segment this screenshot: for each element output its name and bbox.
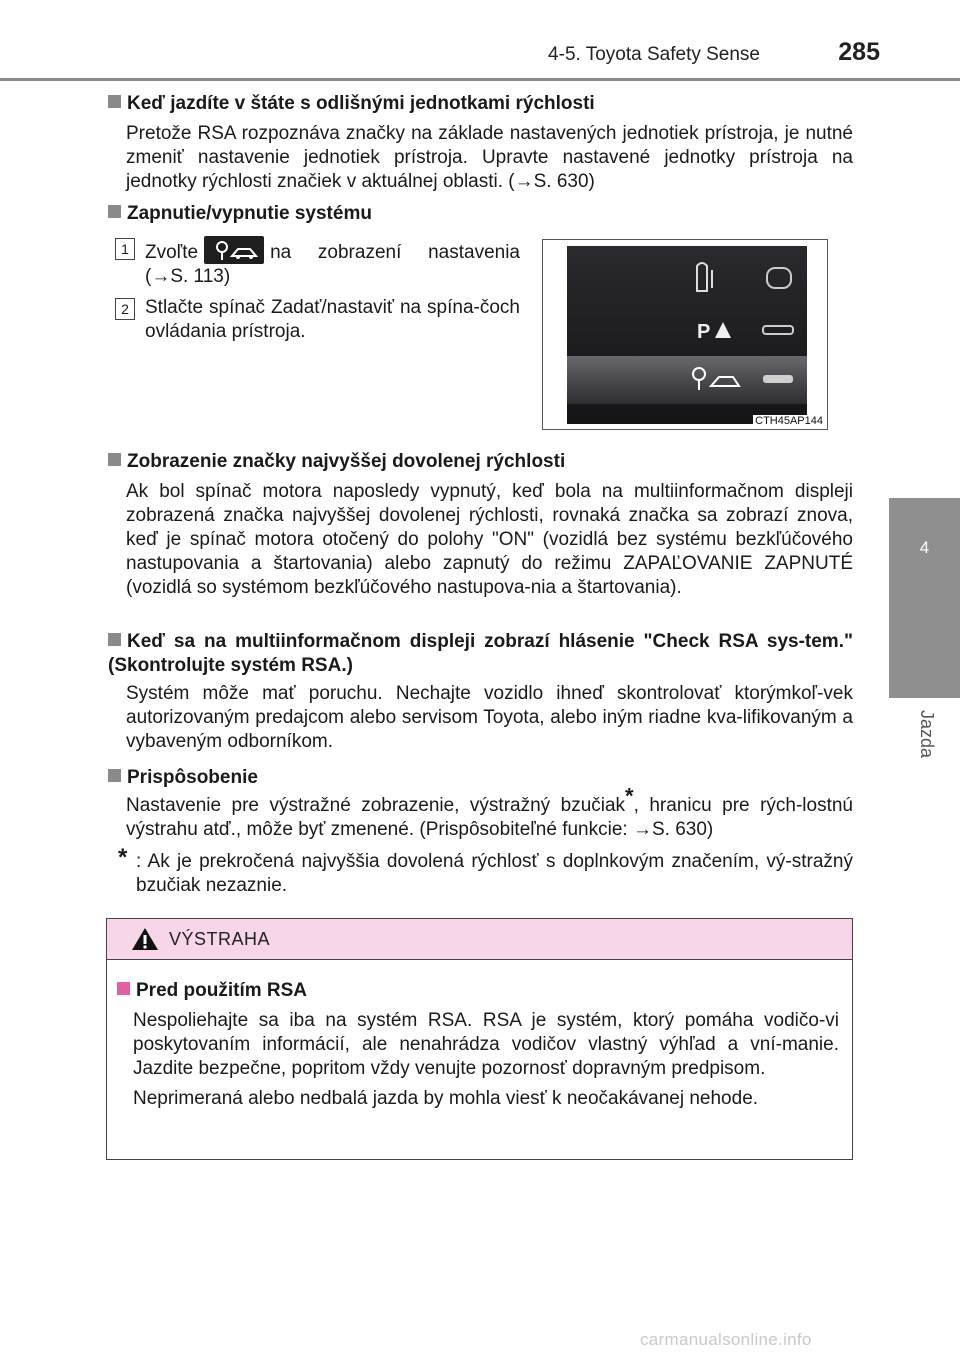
- chapter-side-tab: [889, 498, 960, 698]
- warning-paragraph-1: Nespoliehajte sa iba na systém RSA. RSA je systém, ktorý pomáha vodičo-vi poskytovaním informácií, ale nenahrádza vodičov vlastný výhľad a vní-manie. Jazdite bezpečne, popritom vždy venujte pozornosť dopravným predpisom.: [133, 1010, 839, 1079]
- footnote: [118, 844, 853, 898]
- side-tab-label: Jazda: [917, 710, 937, 759]
- warning-box: [106, 918, 853, 1160]
- header-rule: [0, 78, 960, 81]
- section-check-heading: Keď sa na multiinformačnom displeji zobrazí hlásenie "Check RSA sys-tem." (Skontrolujte systém RSA.): [108, 631, 853, 676]
- bullet-square-icon: [108, 453, 121, 466]
- warning-paragraph-2: Neprimeraná alebo nedbalá jazda by mohla viesť k neočakávanej nehode.: [133, 1088, 759, 1109]
- footnote-asterisk: *: [625, 783, 634, 809]
- section-units-text: Pretože RSA rozpoznáva značky na základe nastavených jednotiek prístroja, je nutné zmeniť nastavenie jednotiek prístroja. Upravte nastavené jednotky prístroja na jednotky rýchlosti značiek v aktuálnej oblasti. (→S. 630): [126, 123, 853, 192]
- bullet-square-icon: [108, 95, 121, 108]
- section-display: [108, 448, 853, 600]
- step-1-text-after: na zobrazení nastavenia (→S. 113): [145, 242, 520, 287]
- section-onoff-heading: Zapnutie/vypnutie systému: [127, 203, 372, 224]
- section-custom-heading: Prispôsobenie: [127, 767, 258, 788]
- section-display-text: Ak bol spínač motora naposledy vypnutý, keď bola na multiinformačnom displeji zobrazená značka najvyššej dovolenej rýchlosti, rovnaká značka sa zobrazí znova, keď je spínač motora otočený do polohy "ON" (vozidlá bez systému bezkľúčového nastupovania a štartovania) alebo zapnutý do režimu ZAPAĽOVANIE ZAPNUTÉ (vozidlá so systémom bezkľúčového nastupova-nia a štartovania).: [126, 481, 853, 598]
- meter-display-photo: [542, 239, 828, 430]
- warning-label: VÝSTRAHA: [169, 929, 271, 949]
- bullet-square-icon: [108, 205, 121, 218]
- section-display-heading: Zobrazenie značky najvyššej dovolenej rýchlosti: [127, 451, 566, 472]
- section-custom: [108, 764, 853, 842]
- step-number: 2: [115, 298, 135, 320]
- custom-text-before: Nastavenie pre výstražné zobrazenie, výstražný bzučiak: [126, 795, 626, 816]
- warning-body: [117, 977, 839, 1111]
- side-tab-number: 4: [919, 538, 930, 557]
- warning-header: [107, 919, 852, 960]
- footnote-marker: *: [118, 844, 128, 871]
- section-check-text: Systém môže mať poruchu. Nechajte vozidlo ihneď skontrolovať ktorýmkoľ-vek autorizovaným predajcom alebo servisom Toyota, alebo iným riadne kva-lifikovaným a vybaveným odborníkom.: [126, 683, 853, 752]
- step-2-text: Stlačte spínač Zadať/nastaviť na spína-čoch ovládania prístroja.: [145, 297, 520, 342]
- custom-text-after: , hranicu pre rých-lostnú výstrahu atď., môže byť zmenené. (Prispôsobiteľné funkcie: →S. 630): [126, 795, 853, 840]
- warning-heading: Pred použitím RSA: [136, 980, 308, 1001]
- section-custom-text: [108, 783, 853, 842]
- warning-triangle-icon: [131, 927, 159, 951]
- meter-display-graphic: [567, 246, 807, 424]
- section-check: [108, 630, 853, 754]
- bullet-square-icon: [108, 769, 121, 782]
- rsa-settings-icon: [204, 236, 264, 264]
- figure-code: CTH45AP144: [755, 415, 823, 427]
- section-units: [108, 90, 853, 194]
- step-1-text-before: Zvoľte: [145, 242, 199, 263]
- side-tab-label-area: [889, 700, 960, 780]
- bullet-square-icon: [108, 633, 121, 646]
- warning-bullet-icon: [117, 982, 130, 995]
- section-onoff: [108, 200, 853, 228]
- footnote-text: : Ak je prekročená najvyššia dovolená rýchlosť s doplnkovým značením, vý-stražný bzučiak nezaznie.: [136, 851, 853, 896]
- watermark: carmanualsonline.info: [640, 1330, 812, 1349]
- page-number: 285: [838, 38, 880, 66]
- step-number: 1: [115, 238, 135, 260]
- chapter-title: 4-5. Toyota Safety Sense: [548, 44, 760, 65]
- meter-display-screen: [567, 246, 807, 424]
- section-units-heading: Keď jazdíte v štáte s odlišnými jednotkami rýchlosti: [127, 93, 595, 114]
- step-1-text: [145, 236, 520, 289]
- svg-text:P: P: [697, 321, 711, 343]
